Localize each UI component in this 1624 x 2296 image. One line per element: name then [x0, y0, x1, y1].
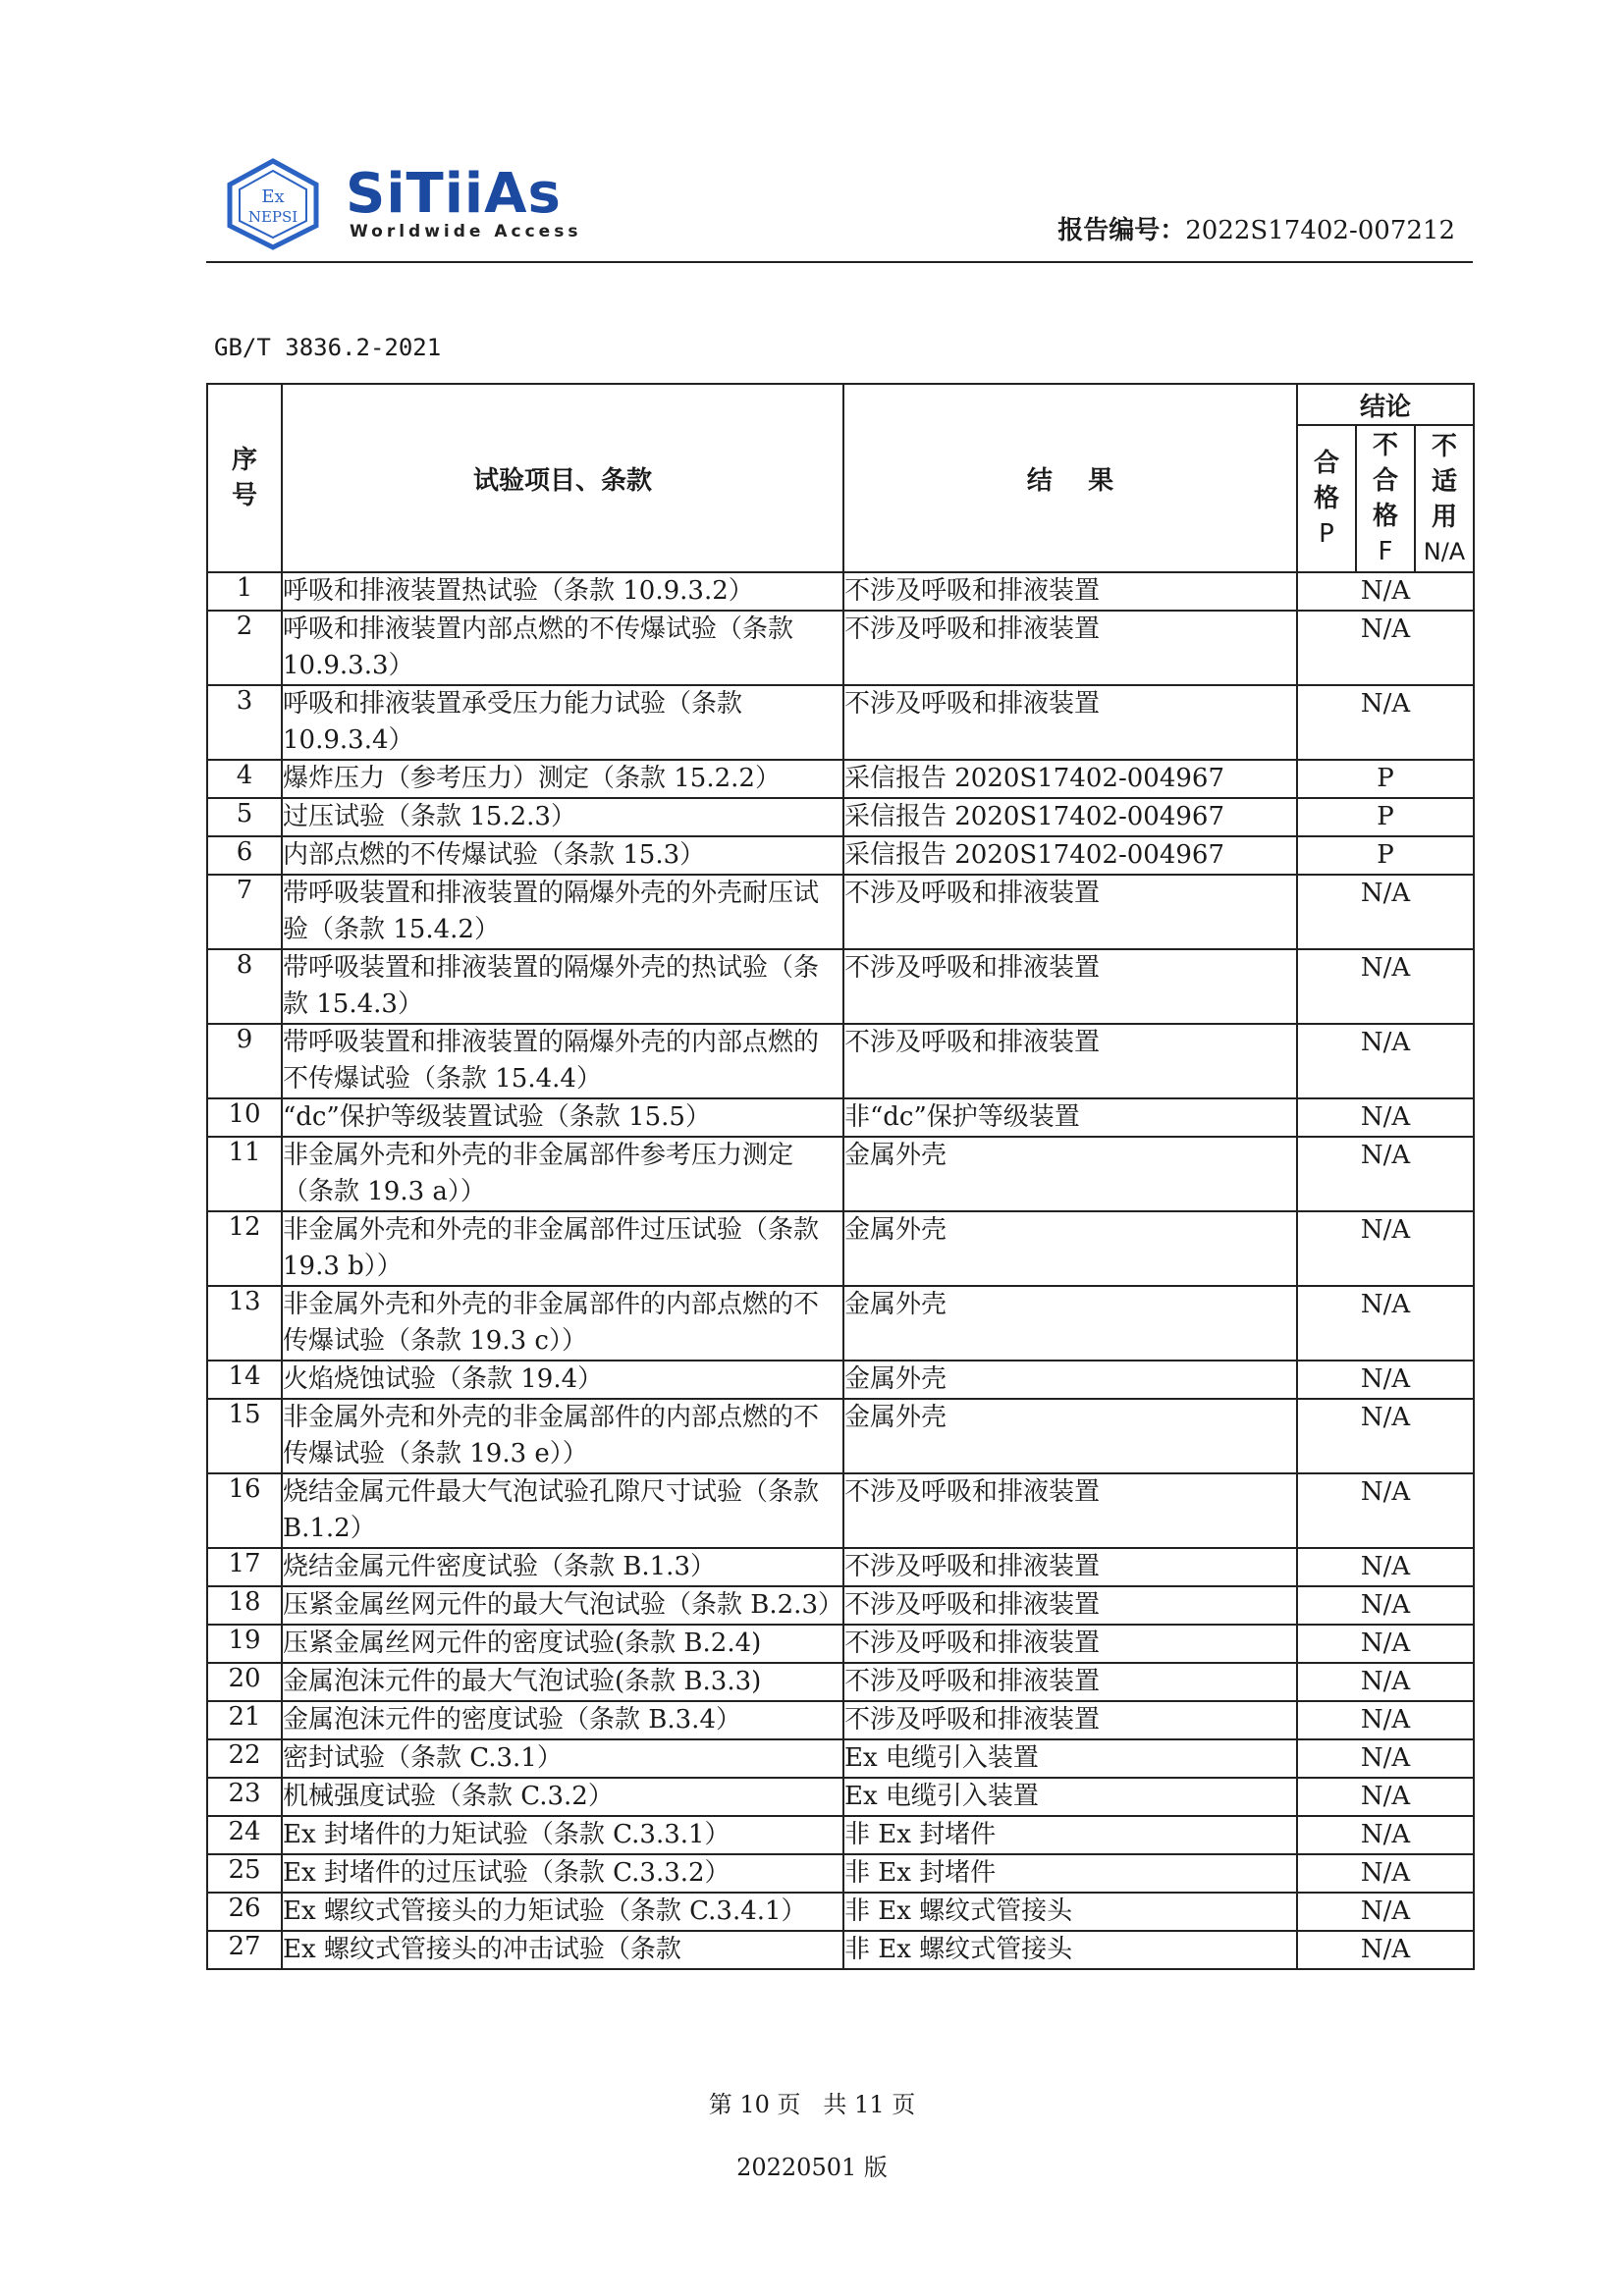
row-number: 14: [207, 1361, 282, 1399]
test-result: 金属外壳: [843, 1211, 1297, 1286]
table-row: [207, 1211, 1474, 1286]
test-item: 非金属外壳和外壳的非金属部件的内部点燃的不传爆试验（条款 19.3 c））: [282, 1286, 843, 1361]
test-item: 带呼吸装置和排液装置的隔爆外壳的热试验（条款 15.4.3）: [282, 949, 843, 1024]
header-divider: [206, 261, 1473, 263]
test-item: 带呼吸装置和排液装置的隔爆外壳的内部点燃的不传爆试验（条款 15.4.4）: [282, 1024, 843, 1098]
test-item: 爆炸压力（参考压力）测定（条款 15.2.2）: [282, 760, 843, 798]
row-number: 19: [207, 1625, 282, 1663]
row-number: 7: [207, 875, 282, 949]
conclusion: N/A: [1297, 1098, 1474, 1137]
row-number: 10: [207, 1098, 282, 1137]
report-number-value: 2022S17402-007212: [1185, 216, 1455, 245]
test-result: 不涉及呼吸和排液装置: [843, 1548, 1297, 1586]
ex-logo-bottom: NEPSI: [247, 208, 298, 226]
row-number: 25: [207, 1854, 282, 1893]
table-row: [207, 1399, 1474, 1473]
conclusion: N/A: [1297, 1854, 1474, 1893]
test-item: 呼吸和排液装置承受压力能力试验（条款 10.9.3.4）: [282, 685, 843, 760]
test-result: 金属外壳: [843, 1137, 1297, 1211]
row-number: 20: [207, 1663, 282, 1701]
test-item: 非金属外壳和外壳的非金属部件的内部点燃的不传爆试验（条款 19.3 e））: [282, 1399, 843, 1473]
row-number: 2: [207, 611, 282, 685]
standard-code: GB/T 3836.2-2021: [214, 334, 442, 361]
header-item: 试验项目、条款: [282, 384, 843, 572]
test-result: 金属外壳: [843, 1399, 1297, 1473]
test-result: 采信报告 2020S17402-004967: [843, 836, 1297, 875]
table-row: [207, 798, 1474, 836]
conclusion: P: [1297, 760, 1474, 798]
row-number: 12: [207, 1211, 282, 1286]
conclusion: N/A: [1297, 1399, 1474, 1473]
brand-logo: [346, 162, 591, 247]
conclusion: N/A: [1297, 1893, 1474, 1931]
test-item: 过压试验（条款 15.2.3）: [282, 798, 843, 836]
test-item: 压紧金属丝网元件的最大气泡试验（条款 B.2.3）: [282, 1586, 843, 1625]
page-number: 第 10 页 共 11 页: [708, 2091, 916, 2118]
table-row: [207, 1893, 1474, 1931]
conclusion: N/A: [1297, 1137, 1474, 1211]
table-row: [207, 611, 1474, 685]
row-number: 24: [207, 1816, 282, 1854]
row-number: 11: [207, 1137, 282, 1211]
test-results-table: [206, 383, 1475, 1970]
test-result: 不涉及呼吸和排液装置: [843, 1663, 1297, 1701]
table-row: [207, 1854, 1474, 1893]
row-number: 21: [207, 1701, 282, 1739]
table-row: [207, 760, 1474, 798]
test-result: 不涉及呼吸和排液装置: [843, 949, 1297, 1024]
row-number: 8: [207, 949, 282, 1024]
ex-nepsi-logo: [224, 157, 322, 250]
test-item: Ex 螺纹式管接头的冲击试验（条款: [282, 1931, 843, 1969]
conclusion: N/A: [1297, 1778, 1474, 1816]
row-number: 27: [207, 1931, 282, 1969]
table-row: [207, 1663, 1474, 1701]
test-item: 金属泡沫元件的密度试验（条款 B.3.4）: [282, 1701, 843, 1739]
table-row: [207, 1024, 1474, 1098]
conclusion: N/A: [1297, 1739, 1474, 1778]
table-row: [207, 1931, 1474, 1969]
test-item: 烧结金属元件密度试验（条款 B.1.3）: [282, 1548, 843, 1586]
row-number: 18: [207, 1586, 282, 1625]
row-number: 17: [207, 1548, 282, 1586]
test-result: 不涉及呼吸和排液装置: [843, 1586, 1297, 1625]
table-row: [207, 1098, 1474, 1137]
conclusion: N/A: [1297, 685, 1474, 760]
row-number: 6: [207, 836, 282, 875]
row-number: 15: [207, 1399, 282, 1473]
test-item: “dc”保护等级装置试验（条款 15.5）: [282, 1098, 843, 1137]
test-result: 不涉及呼吸和排液装置: [843, 685, 1297, 760]
test-item: 烧结金属元件最大气泡试验孔隙尺寸试验（条款 B.1.2）: [282, 1473, 843, 1548]
test-result: 不涉及呼吸和排液装置: [843, 1625, 1297, 1663]
test-result: 非 Ex 螺纹式管接头: [843, 1893, 1297, 1931]
table-row: [207, 875, 1474, 949]
conclusion: N/A: [1297, 875, 1474, 949]
test-item: 内部点燃的不传爆试验（条款 15.3）: [282, 836, 843, 875]
table-row: [207, 1625, 1474, 1663]
test-result: 不涉及呼吸和排液装置: [843, 1701, 1297, 1739]
row-number: 23: [207, 1778, 282, 1816]
table-row: [207, 572, 1474, 611]
conclusion: N/A: [1297, 1024, 1474, 1098]
table-row: [207, 1361, 1474, 1399]
test-item: 金属泡沫元件的最大气泡试验(条款 B.3.3): [282, 1663, 843, 1701]
test-item: 带呼吸装置和排液装置的隔爆外壳的外壳耐压试验（条款 15.4.2）: [282, 875, 843, 949]
conclusion: N/A: [1297, 611, 1474, 685]
table-row: [207, 1137, 1474, 1211]
brand-tagline: Worldwide Access: [350, 222, 582, 241]
table-row: [207, 1816, 1474, 1854]
conclusion: N/A: [1297, 1663, 1474, 1701]
header-conclusion: 结论: [1297, 384, 1474, 425]
ex-logo-top: Ex: [261, 187, 285, 207]
row-number: 5: [207, 798, 282, 836]
table-row: [207, 836, 1474, 875]
report-number-label: 报告编号：: [1057, 216, 1186, 245]
table-row: [207, 685, 1474, 760]
test-result: 非“dc”保护等级装置: [843, 1098, 1297, 1137]
header-fail: 不 合 格 F: [1356, 425, 1415, 572]
conclusion: P: [1297, 798, 1474, 836]
conclusion: N/A: [1297, 1701, 1474, 1739]
form-version: 20220501 版: [736, 2154, 888, 2181]
conclusion: N/A: [1297, 1586, 1474, 1625]
row-number: 26: [207, 1893, 282, 1931]
row-number: 1: [207, 572, 282, 611]
test-result: 非 Ex 封堵件: [843, 1854, 1297, 1893]
row-number: 16: [207, 1473, 282, 1548]
row-number: 3: [207, 685, 282, 760]
test-item: Ex 封堵件的力矩试验（条款 C.3.3.1）: [282, 1816, 843, 1854]
conclusion: N/A: [1297, 1931, 1474, 1969]
conclusion: N/A: [1297, 1361, 1474, 1399]
test-result: 不涉及呼吸和排液装置: [843, 1473, 1297, 1548]
header-pass: 合 格 P: [1297, 425, 1356, 572]
test-item: Ex 封堵件的过压试验（条款 C.3.3.2）: [282, 1854, 843, 1893]
test-item: 密封试验（条款 C.3.1）: [282, 1739, 843, 1778]
table-row: [207, 1548, 1474, 1586]
table-row: [207, 1701, 1474, 1739]
test-item: 机械强度试验（条款 C.3.2）: [282, 1778, 843, 1816]
table-row: [207, 1473, 1474, 1548]
test-result: 不涉及呼吸和排液装置: [843, 875, 1297, 949]
test-item: 呼吸和排液装置内部点燃的不传爆试验（条款 10.9.3.3）: [282, 611, 843, 685]
test-result: Ex 电缆引入装置: [843, 1739, 1297, 1778]
conclusion: N/A: [1297, 1211, 1474, 1286]
header-no: 序 号: [207, 384, 282, 572]
row-number: 13: [207, 1286, 282, 1361]
table-row: [207, 1739, 1474, 1778]
test-result: 非 Ex 螺纹式管接头: [843, 1931, 1297, 1969]
test-result: 金属外壳: [843, 1286, 1297, 1361]
row-number: 4: [207, 760, 282, 798]
test-item: 火焰烧蚀试验（条款 19.4）: [282, 1361, 843, 1399]
test-result: 采信报告 2020S17402-004967: [843, 760, 1297, 798]
conclusion: N/A: [1297, 1816, 1474, 1854]
table-row: [207, 1286, 1474, 1361]
conclusion: N/A: [1297, 1286, 1474, 1361]
report-number: [1057, 210, 1455, 246]
test-item: 呼吸和排液装置热试验（条款 10.9.3.2）: [282, 572, 843, 611]
table-row: [207, 1586, 1474, 1625]
test-result: 采信报告 2020S17402-004967: [843, 798, 1297, 836]
conclusion: N/A: [1297, 1548, 1474, 1586]
test-item: 非金属外壳和外壳的非金属部件参考压力测定（条款 19.3 a））: [282, 1137, 843, 1211]
brand-name: SiTiiAs: [346, 162, 562, 226]
test-result: 金属外壳: [843, 1361, 1297, 1399]
row-number: 9: [207, 1024, 282, 1098]
conclusion: N/A: [1297, 949, 1474, 1024]
conclusion: N/A: [1297, 1625, 1474, 1663]
test-result: 不涉及呼吸和排液装置: [843, 611, 1297, 685]
test-result: 不涉及呼吸和排液装置: [843, 1024, 1297, 1098]
page-header: [0, 0, 1624, 265]
test-item: Ex 螺纹式管接头的力矩试验（条款 C.3.4.1）: [282, 1893, 843, 1931]
conclusion: N/A: [1297, 1473, 1474, 1548]
row-number: 22: [207, 1739, 282, 1778]
header-result: 结 果: [843, 384, 1297, 572]
table-row: [207, 949, 1474, 1024]
table-row: [207, 1778, 1474, 1816]
conclusion: P: [1297, 836, 1474, 875]
test-result: 不涉及呼吸和排液装置: [843, 572, 1297, 611]
test-result: 非 Ex 封堵件: [843, 1816, 1297, 1854]
header-na: 不 适 用 N/A: [1415, 425, 1474, 572]
test-result: Ex 电缆引入装置: [843, 1778, 1297, 1816]
conclusion: N/A: [1297, 572, 1474, 611]
test-item: 非金属外壳和外壳的非金属部件过压试验（条款 19.3 b））: [282, 1211, 843, 1286]
test-item: 压紧金属丝网元件的密度试验(条款 B.2.4): [282, 1625, 843, 1663]
